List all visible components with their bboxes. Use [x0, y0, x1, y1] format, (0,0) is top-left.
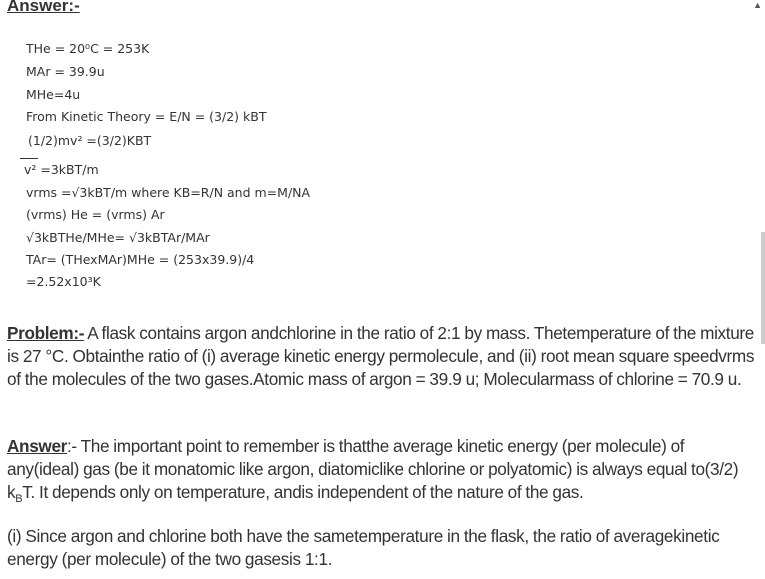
problem-paragraph — [7, 322, 759, 391]
equation-line-10: TAr= (THexMAr)MHe = (253x39.9)/4 — [26, 252, 255, 267]
vector-overline — [20, 158, 38, 159]
equation-line-9: √3kBTHe/MHe= √3kBTAr/MAr — [26, 230, 210, 245]
equation-line-11: =2.52x10³K — [26, 274, 101, 289]
boltzmann-subscript: B — [15, 493, 23, 505]
equation-line-8: (vrms) He = (vrms) Ar — [26, 207, 165, 222]
equation-line-7: vrms =√3kBT/m where KB=R/N and m=M/NA — [26, 185, 311, 200]
equation-line-2: MAr = 39.9u — [26, 64, 105, 79]
scroll-up-arrow-icon[interactable]: ▲ — [753, 0, 762, 10]
answer-paragraph — [7, 435, 759, 511]
equation-line-6: v² =3kBT/m — [24, 162, 99, 177]
problem-label: Problem:- — [7, 323, 85, 343]
equation-line-5: (1/2)mv² =(3/2)KBT — [28, 133, 152, 148]
answer-heading: Answer:- — [7, 0, 80, 15]
answer-label: Answer — [7, 436, 67, 456]
scrollbar-thumb[interactable] — [761, 232, 765, 344]
answer-text-after: T. It depends only on temperature, andis independent of the nature of the gas. — [22, 482, 584, 502]
answer-text-before: :- The important point to remember is thatthe average kinetic energy (per molecule) of any(ideal) gas (be it monatomic like argon, diatomiclike chlorine or polyatomic) is always equal to(3/2) k — [7, 436, 739, 502]
equation-line-1: THe = 20⁰C = 253K — [26, 41, 150, 56]
equation-line-3: MHe=4u — [26, 87, 81, 102]
problem-text: A flask contains argon andchlorine in the ratio of 2:1 by mass. Thetemperature of the mixture is 27 °C. Obtainthe ratio of (i) average kinetic energy permolecule, and (ii) root mean square speedvrms of the molecules of the two gases.Atomic mass of argon = 39.9 u; Molecularmass of chlorine = 70.9 u. — [7, 323, 755, 389]
part-i-paragraph: (i) Since argon and chlorine both have the sametemperature in the flask, the ratio of averagekinetic energy (per molecule) of the two gasesis 1:1. — [7, 526, 720, 569]
equation-line-4: From Kinetic Theory = E/N = (3/2) kBT — [26, 109, 267, 124]
